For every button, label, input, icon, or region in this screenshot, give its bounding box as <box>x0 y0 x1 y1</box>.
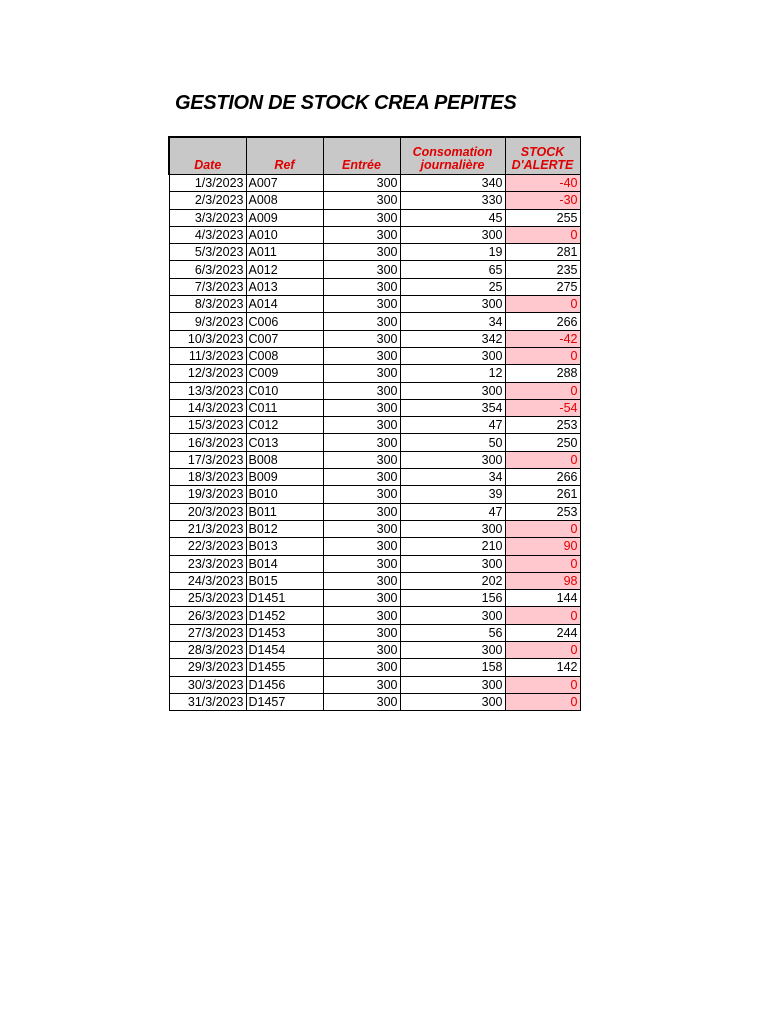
entree-cell: 300 <box>323 624 400 641</box>
entree-cell: 300 <box>323 520 400 537</box>
ref-cell: A010 <box>246 226 323 243</box>
consommation-cell: 340 <box>400 175 505 192</box>
ref-cell: B009 <box>246 469 323 486</box>
consommation-cell: 300 <box>400 642 505 659</box>
stock-alerte-cell: -54 <box>505 399 580 416</box>
stock-alerte-cell: 266 <box>505 469 580 486</box>
entree-cell: 300 <box>323 261 400 278</box>
header-stock-alerte: STOCK D'ALERTE <box>505 137 580 175</box>
entree-cell: 300 <box>323 434 400 451</box>
stock-alerte-cell: 0 <box>505 451 580 468</box>
table-row <box>169 659 580 676</box>
table-row <box>169 296 580 313</box>
ref-cell: D1453 <box>246 624 323 641</box>
consommation-cell: 300 <box>400 296 505 313</box>
date-cell: 9/3/2023 <box>169 313 246 330</box>
table-row <box>169 330 580 347</box>
consommation-cell: 300 <box>400 382 505 399</box>
stock-alerte-cell: 0 <box>505 676 580 693</box>
table-row <box>169 365 580 382</box>
entree-cell: 300 <box>323 175 400 192</box>
date-cell: 30/3/2023 <box>169 676 246 693</box>
table-row <box>169 693 580 710</box>
consommation-cell: 300 <box>400 607 505 624</box>
entree-cell: 300 <box>323 572 400 589</box>
stock-alerte-cell: 144 <box>505 590 580 607</box>
table-row <box>169 261 580 278</box>
stock-alerte-cell: 235 <box>505 261 580 278</box>
ref-cell: A008 <box>246 192 323 209</box>
entree-cell: 300 <box>323 676 400 693</box>
consommation-cell: 202 <box>400 572 505 589</box>
consommation-cell: 158 <box>400 659 505 676</box>
stock-alerte-cell: 0 <box>505 642 580 659</box>
stock-alerte-cell: 0 <box>505 607 580 624</box>
consommation-cell: 50 <box>400 434 505 451</box>
table-row <box>169 451 580 468</box>
table-row <box>169 624 580 641</box>
stock-alerte-cell: 250 <box>505 434 580 451</box>
header-consommation: Consomation journalière <box>400 137 505 175</box>
consommation-cell: 12 <box>400 365 505 382</box>
date-cell: 22/3/2023 <box>169 538 246 555</box>
stock-table <box>168 136 581 711</box>
entree-cell: 300 <box>323 486 400 503</box>
table-header-row <box>169 137 580 175</box>
entree-cell: 300 <box>323 607 400 624</box>
entree-cell: 300 <box>323 538 400 555</box>
entree-cell: 300 <box>323 642 400 659</box>
consommation-cell: 300 <box>400 555 505 572</box>
ref-cell: C008 <box>246 347 323 364</box>
stock-alerte-cell: -40 <box>505 175 580 192</box>
date-cell: 13/3/2023 <box>169 382 246 399</box>
stock-alerte-cell: 281 <box>505 244 580 261</box>
consommation-cell: 34 <box>400 469 505 486</box>
consommation-cell: 47 <box>400 417 505 434</box>
entree-cell: 300 <box>323 330 400 347</box>
stock-alerte-cell: 288 <box>505 365 580 382</box>
stock-alerte-cell: 0 <box>505 347 580 364</box>
ref-cell: B011 <box>246 503 323 520</box>
ref-cell: C012 <box>246 417 323 434</box>
date-cell: 20/3/2023 <box>169 503 246 520</box>
ref-cell: B012 <box>246 520 323 537</box>
consommation-cell: 300 <box>400 693 505 710</box>
entree-cell: 300 <box>323 451 400 468</box>
table-row <box>169 607 580 624</box>
date-cell: 25/3/2023 <box>169 590 246 607</box>
date-cell: 29/3/2023 <box>169 659 246 676</box>
stock-alerte-cell: 261 <box>505 486 580 503</box>
stock-alerte-cell: 0 <box>505 555 580 572</box>
stock-alerte-cell: 0 <box>505 296 580 313</box>
stock-alerte-cell: 142 <box>505 659 580 676</box>
consommation-cell: 65 <box>400 261 505 278</box>
date-cell: 4/3/2023 <box>169 226 246 243</box>
table-row <box>169 520 580 537</box>
table-row <box>169 503 580 520</box>
entree-cell: 300 <box>323 469 400 486</box>
consommation-cell: 342 <box>400 330 505 347</box>
stock-alerte-cell: 0 <box>505 520 580 537</box>
entree-cell: 300 <box>323 313 400 330</box>
date-cell: 2/3/2023 <box>169 192 246 209</box>
ref-cell: A014 <box>246 296 323 313</box>
table-row <box>169 209 580 226</box>
entree-cell: 300 <box>323 244 400 261</box>
consommation-cell: 25 <box>400 278 505 295</box>
stock-alerte-cell: 98 <box>505 572 580 589</box>
ref-cell: C006 <box>246 313 323 330</box>
stock-alerte-cell: 0 <box>505 226 580 243</box>
table-row <box>169 417 580 434</box>
entree-cell: 300 <box>323 590 400 607</box>
date-cell: 8/3/2023 <box>169 296 246 313</box>
page-title: GESTION DE STOCK CREA PEPITES <box>175 92 517 114</box>
consommation-cell: 45 <box>400 209 505 226</box>
consommation-cell: 300 <box>400 226 505 243</box>
entree-cell: 300 <box>323 503 400 520</box>
ref-cell: C013 <box>246 434 323 451</box>
date-cell: 26/3/2023 <box>169 607 246 624</box>
ref-cell: D1455 <box>246 659 323 676</box>
table-row <box>169 313 580 330</box>
date-cell: 11/3/2023 <box>169 347 246 364</box>
stock-alerte-cell: 90 <box>505 538 580 555</box>
header-entree: Entrée <box>323 137 400 175</box>
ref-cell: A013 <box>246 278 323 295</box>
table-row <box>169 347 580 364</box>
consommation-cell: 300 <box>400 347 505 364</box>
ref-cell: C010 <box>246 382 323 399</box>
stock-alerte-cell: 0 <box>505 382 580 399</box>
date-cell: 1/3/2023 <box>169 175 246 192</box>
stock-alerte-cell: 0 <box>505 693 580 710</box>
table-row <box>169 538 580 555</box>
date-cell: 27/3/2023 <box>169 624 246 641</box>
consommation-cell: 34 <box>400 313 505 330</box>
consommation-cell: 300 <box>400 451 505 468</box>
ref-cell: B013 <box>246 538 323 555</box>
entree-cell: 300 <box>323 555 400 572</box>
ref-cell: B010 <box>246 486 323 503</box>
date-cell: 6/3/2023 <box>169 261 246 278</box>
date-cell: 31/3/2023 <box>169 693 246 710</box>
header-ref: Ref <box>246 137 323 175</box>
consommation-cell: 156 <box>400 590 505 607</box>
ref-cell: B014 <box>246 555 323 572</box>
ref-cell: B008 <box>246 451 323 468</box>
ref-cell: A011 <box>246 244 323 261</box>
stock-alerte-cell: 266 <box>505 313 580 330</box>
date-cell: 7/3/2023 <box>169 278 246 295</box>
entree-cell: 300 <box>323 417 400 434</box>
date-cell: 14/3/2023 <box>169 399 246 416</box>
table-row <box>169 226 580 243</box>
date-cell: 19/3/2023 <box>169 486 246 503</box>
date-cell: 5/3/2023 <box>169 244 246 261</box>
table-row <box>169 434 580 451</box>
stock-alerte-cell: -42 <box>505 330 580 347</box>
consommation-cell: 300 <box>400 520 505 537</box>
table-row <box>169 486 580 503</box>
stock-alerte-cell: 275 <box>505 278 580 295</box>
stock-alerte-cell: 255 <box>505 209 580 226</box>
stock-alerte-cell: 253 <box>505 503 580 520</box>
table-row <box>169 572 580 589</box>
entree-cell: 300 <box>323 296 400 313</box>
stock-alerte-cell: 253 <box>505 417 580 434</box>
ref-cell: C009 <box>246 365 323 382</box>
date-cell: 12/3/2023 <box>169 365 246 382</box>
consommation-cell: 330 <box>400 192 505 209</box>
entree-cell: 300 <box>323 226 400 243</box>
ref-cell: D1456 <box>246 676 323 693</box>
table-row <box>169 399 580 416</box>
ref-cell: A009 <box>246 209 323 226</box>
date-cell: 17/3/2023 <box>169 451 246 468</box>
consommation-cell: 300 <box>400 676 505 693</box>
stock-alerte-cell: 244 <box>505 624 580 641</box>
table-row <box>169 555 580 572</box>
ref-cell: A007 <box>246 175 323 192</box>
table-row <box>169 278 580 295</box>
table-row <box>169 244 580 261</box>
consommation-cell: 56 <box>400 624 505 641</box>
entree-cell: 300 <box>323 209 400 226</box>
date-cell: 24/3/2023 <box>169 572 246 589</box>
consommation-cell: 47 <box>400 503 505 520</box>
table-row <box>169 382 580 399</box>
date-cell: 18/3/2023 <box>169 469 246 486</box>
date-cell: 23/3/2023 <box>169 555 246 572</box>
table-row <box>169 590 580 607</box>
ref-cell: B015 <box>246 572 323 589</box>
ref-cell: D1451 <box>246 590 323 607</box>
ref-cell: C011 <box>246 399 323 416</box>
entree-cell: 300 <box>323 693 400 710</box>
consommation-cell: 19 <box>400 244 505 261</box>
ref-cell: D1454 <box>246 642 323 659</box>
table-body <box>169 175 580 711</box>
ref-cell: D1457 <box>246 693 323 710</box>
stock-alerte-cell: -30 <box>505 192 580 209</box>
table-row <box>169 192 580 209</box>
date-cell: 10/3/2023 <box>169 330 246 347</box>
entree-cell: 300 <box>323 192 400 209</box>
table-row <box>169 642 580 659</box>
date-cell: 3/3/2023 <box>169 209 246 226</box>
ref-cell: C007 <box>246 330 323 347</box>
entree-cell: 300 <box>323 659 400 676</box>
entree-cell: 300 <box>323 347 400 364</box>
table-row <box>169 175 580 192</box>
date-cell: 16/3/2023 <box>169 434 246 451</box>
ref-cell: D1452 <box>246 607 323 624</box>
table-row <box>169 469 580 486</box>
consommation-cell: 354 <box>400 399 505 416</box>
table-row <box>169 676 580 693</box>
entree-cell: 300 <box>323 278 400 295</box>
date-cell: 28/3/2023 <box>169 642 246 659</box>
entree-cell: 300 <box>323 399 400 416</box>
consommation-cell: 210 <box>400 538 505 555</box>
header-date: Date <box>169 137 246 175</box>
entree-cell: 300 <box>323 382 400 399</box>
date-cell: 15/3/2023 <box>169 417 246 434</box>
entree-cell: 300 <box>323 365 400 382</box>
date-cell: 21/3/2023 <box>169 520 246 537</box>
ref-cell: A012 <box>246 261 323 278</box>
consommation-cell: 39 <box>400 486 505 503</box>
